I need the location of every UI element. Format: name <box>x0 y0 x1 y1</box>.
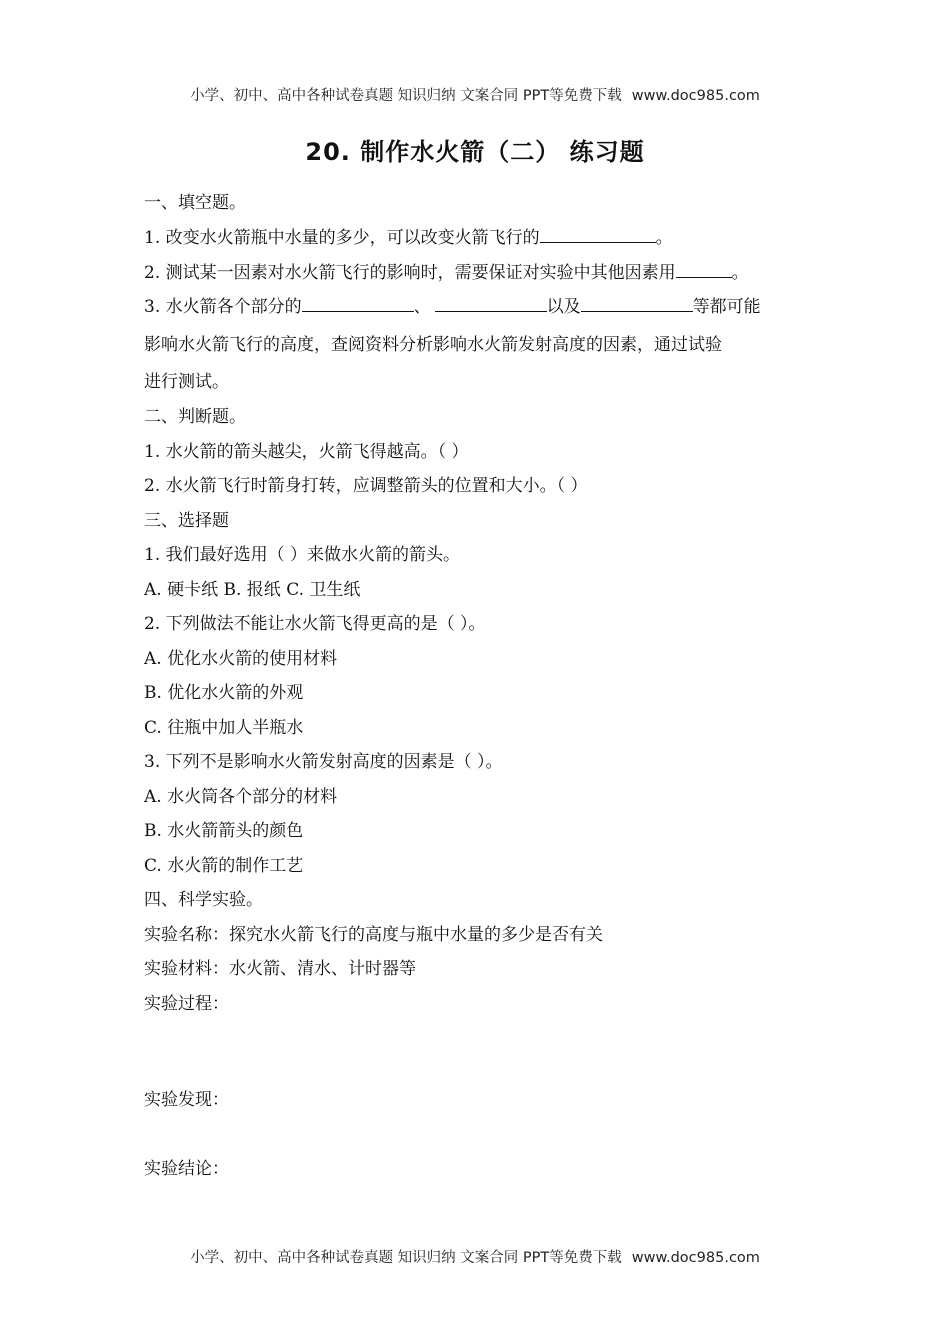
fill-question-1 <box>144 223 673 248</box>
footer-site[interactable]: www.doc985.com <box>631 1250 760 1266</box>
section-heading: 一、填空题。 <box>144 193 246 213</box>
question-text: 1. 改变水火箭瓶中水量的多少，可以改变火箭飞行的 <box>144 228 540 248</box>
section-heading: 三、选择题 <box>144 511 229 531</box>
question-text: 。 <box>731 263 749 283</box>
page-footer <box>0 1246 950 1267</box>
page-header <box>0 84 950 105</box>
question-text: 3. 水火箭各个部分的 <box>144 297 302 317</box>
choice-question-1: 1. 我们最好选用（ ）来做水火箭的箭头。 <box>144 545 461 565</box>
answer-blank[interactable] <box>581 293 693 312</box>
choice-option: C. 往瓶中加人半瓶水 <box>144 718 304 738</box>
header-site[interactable]: www.doc985.com <box>631 88 760 104</box>
experiment-process: 实验过程： <box>144 994 229 1014</box>
header-text: 小学、初中、高中各种试卷真题 知识归纳 文案合同 PPT等免费下载 <box>190 88 622 104</box>
choice-options: A. 硬卡纸 B. 报纸 C. 卫生纸 <box>144 580 361 600</box>
question-text: 以及 <box>546 297 581 317</box>
experiment-name: 实验名称：探究水火箭飞行的高度与瓶中水量的多少是否有关 <box>144 925 603 945</box>
question-text: 进行测试。 <box>144 372 229 392</box>
experiment-materials: 实验材料：水火箭、清水、计时器等 <box>144 959 416 979</box>
answer-blank[interactable] <box>676 259 732 278</box>
fill-question-3 <box>144 292 761 317</box>
section-heading: 四、科学实验。 <box>144 890 263 910</box>
fill-question-2 <box>144 258 749 283</box>
section-heading: 二、判断题。 <box>144 407 246 427</box>
choice-option: A. 优化水火箭的使用材料 <box>144 649 338 669</box>
question-text: 影响水火箭飞行的高度，查阅资料分析影响水火箭发射高度的因素，通过试验 <box>144 335 722 355</box>
choice-option: B. 水火箭箭头的颜色 <box>144 821 304 841</box>
choice-question-2: 2. 下列做法不能让水火箭飞得更高的是（ ）。 <box>144 614 486 634</box>
question-text: 等都可能 <box>692 297 761 317</box>
choice-question-3: 3. 下列不是影响水火箭发射高度的因素是（ ）。 <box>144 752 503 772</box>
choice-option: A. 水火筒各个部分的材料 <box>144 787 338 807</box>
experiment-finding: 实验发现： <box>144 1090 229 1110</box>
choice-option: C. 水火箭的制作工艺 <box>144 856 304 876</box>
question-text: 2. 测试某一因素对水火箭飞行的影响时，需要保证对实验中其他因素用 <box>144 263 676 283</box>
answer-blank[interactable] <box>540 224 656 243</box>
experiment-conclusion: 实验结论： <box>144 1159 229 1179</box>
answer-blank[interactable] <box>302 293 414 312</box>
question-text: 、 <box>413 297 431 317</box>
judge-question-2: 2. 水火箭飞行时箭身打转，应调整箭头的位置和大小。（ ） <box>144 476 588 496</box>
choice-option: B. 优化水火箭的外观 <box>144 683 304 703</box>
footer-text: 小学、初中、高中各种试卷真题 知识归纳 文案合同 PPT等免费下载 <box>190 1250 622 1266</box>
question-text: 。 <box>655 228 673 248</box>
page-title: 20. 制作水火箭（二） 练习题 <box>305 138 645 166</box>
answer-blank[interactable] <box>435 293 547 312</box>
judge-question-1: 1. 水火箭的箭头越尖，火箭飞得越高。（ ） <box>144 442 469 462</box>
